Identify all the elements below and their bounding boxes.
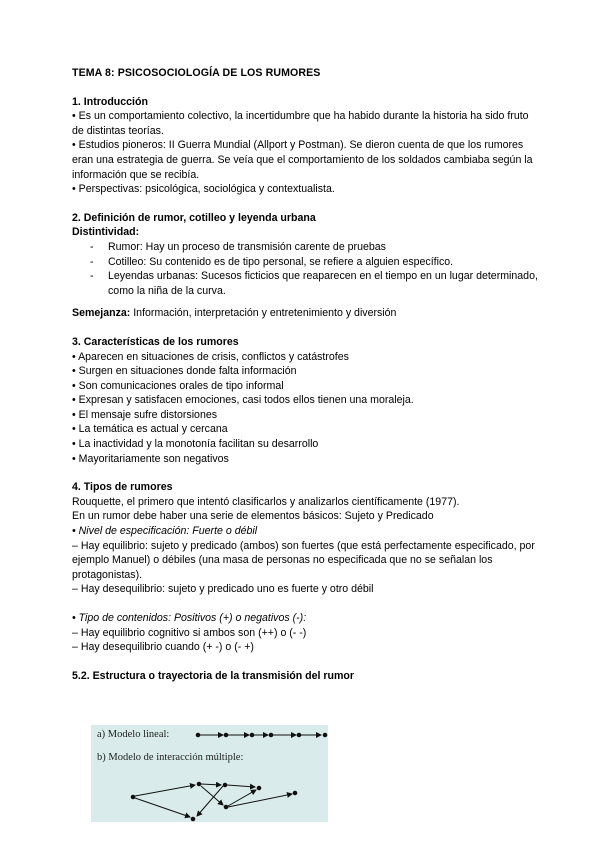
linear-model-arrows bbox=[196, 733, 327, 737]
diagram-graphic bbox=[91, 725, 328, 822]
section-1-heading: 1. Introducción bbox=[72, 95, 148, 108]
nivel-especificacion: • Nivel de especificación: Fuerte o débil bbox=[72, 525, 258, 538]
tipo-equilibrio: – Hay equilibrio cognitivo si ambos son (++) o (- -) bbox=[72, 626, 307, 639]
section-4-heading: 4. Tipos de rumores bbox=[72, 481, 173, 494]
section-5-heading: 5.2. Estructura o trayectoria de la transmisión del rumor bbox=[72, 669, 355, 682]
s1-line-1: • Es un comportamiento colectivo, la incertidumbre que ha habido durante la historia ha sido fruto de distintas teorías. bbox=[72, 110, 529, 137]
list-item: • Expresan y satisfacen emociones, casi todos ellos tienen una moraleja. bbox=[72, 394, 414, 407]
list-item: - Rumor: Hay un proceso de transmisión carente de pruebas bbox=[90, 240, 386, 253]
semejanza-text: Información, interpretación y entretenimiento y diversión bbox=[130, 307, 397, 320]
list-item: • Mayoritariamente son negativos bbox=[72, 452, 229, 465]
document-page bbox=[72, 66, 542, 683]
nivel-equilibrio: – Hay equilibrio: sujeto y predicado (ambos) son fuertes (que está perfectamente especificado, por ejemplo Manuel) o débiles (una masa de personas no especificada que no se señalan los protagonistas). bbox=[72, 539, 535, 581]
tipo-contenidos: • Tipo de contenidos: Positivos (+) o negativos (-): bbox=[72, 612, 307, 624]
list-item: - Cotilleo: Su contenido es de tipo personal, se refiere a alguien específico. bbox=[90, 255, 454, 268]
section-2-heading: 2. Definición de rumor, cotilleo y leyenda urbana bbox=[72, 211, 316, 224]
distintividad-list bbox=[72, 240, 542, 298]
linear-model-label: a) Modelo lineal: bbox=[97, 729, 170, 740]
multiple-model-label: b) Modelo de interacción múltiple: bbox=[97, 752, 244, 763]
list-item: • La temática es actual y cercana bbox=[72, 423, 228, 436]
s4-intro-2: En un rumor debe haber una serie de elementos básicos: Sujeto y Predicado bbox=[72, 510, 434, 523]
nivel-desequilibrio: – Hay desequilibrio: sujeto y predicado uno es fuerte y otro débil bbox=[72, 583, 374, 596]
list-item: • Surgen en situaciones donde falta información bbox=[72, 365, 297, 378]
list-item: • La inactividad y la monotonía facilitan su desarrollo bbox=[72, 438, 319, 451]
dash-marker: - bbox=[90, 270, 94, 283]
distintividad-label: Distintividad: bbox=[72, 226, 140, 239]
multiple-model-network bbox=[131, 782, 297, 821]
semejanza-line bbox=[72, 306, 542, 321]
s4-intro-1: Rouquette, el primero que intentó clasificarlos y analizarlos científicamente (1977). bbox=[72, 495, 460, 508]
list-item: • Aparecen en situaciones de crisis, conflictos y catástrofes bbox=[72, 350, 349, 363]
semejanza-label: Semejanza: bbox=[72, 307, 131, 320]
s1-line-3: • Perspectivas: psicológica, sociológica y contextualista. bbox=[72, 183, 335, 196]
list-item: • El mensaje sufre distorsiones bbox=[72, 408, 218, 421]
tipo-desequilibrio: – Hay desequilibrio cuando (+ -) o (- +) bbox=[72, 641, 254, 654]
dash-marker: - bbox=[90, 240, 94, 253]
s1-line-2: • Estudios pioneros: II Guerra Mundial (Allport y Postman). Se dieron cuenta de que los rumores eran una estrategia de guerra. Se veía que el comportamiento de los soldados cambiaba según la información que se recibía. bbox=[72, 139, 533, 181]
section-3-heading: 3. Características de los rumores bbox=[72, 335, 239, 348]
transmission-diagram bbox=[91, 725, 328, 822]
document-title: TEMA 8: PSICOSOCIOLOGÍA DE LOS RUMORES bbox=[72, 67, 321, 79]
list-item: - Leyendas urbanas: Sucesos ficticios que reaparecen en el tiempo en un lugar determinado, como la niña de la curva. bbox=[90, 270, 538, 297]
dash-marker: - bbox=[90, 255, 94, 268]
list-item: • Son comunicaciones orales de tipo informal bbox=[72, 379, 284, 392]
